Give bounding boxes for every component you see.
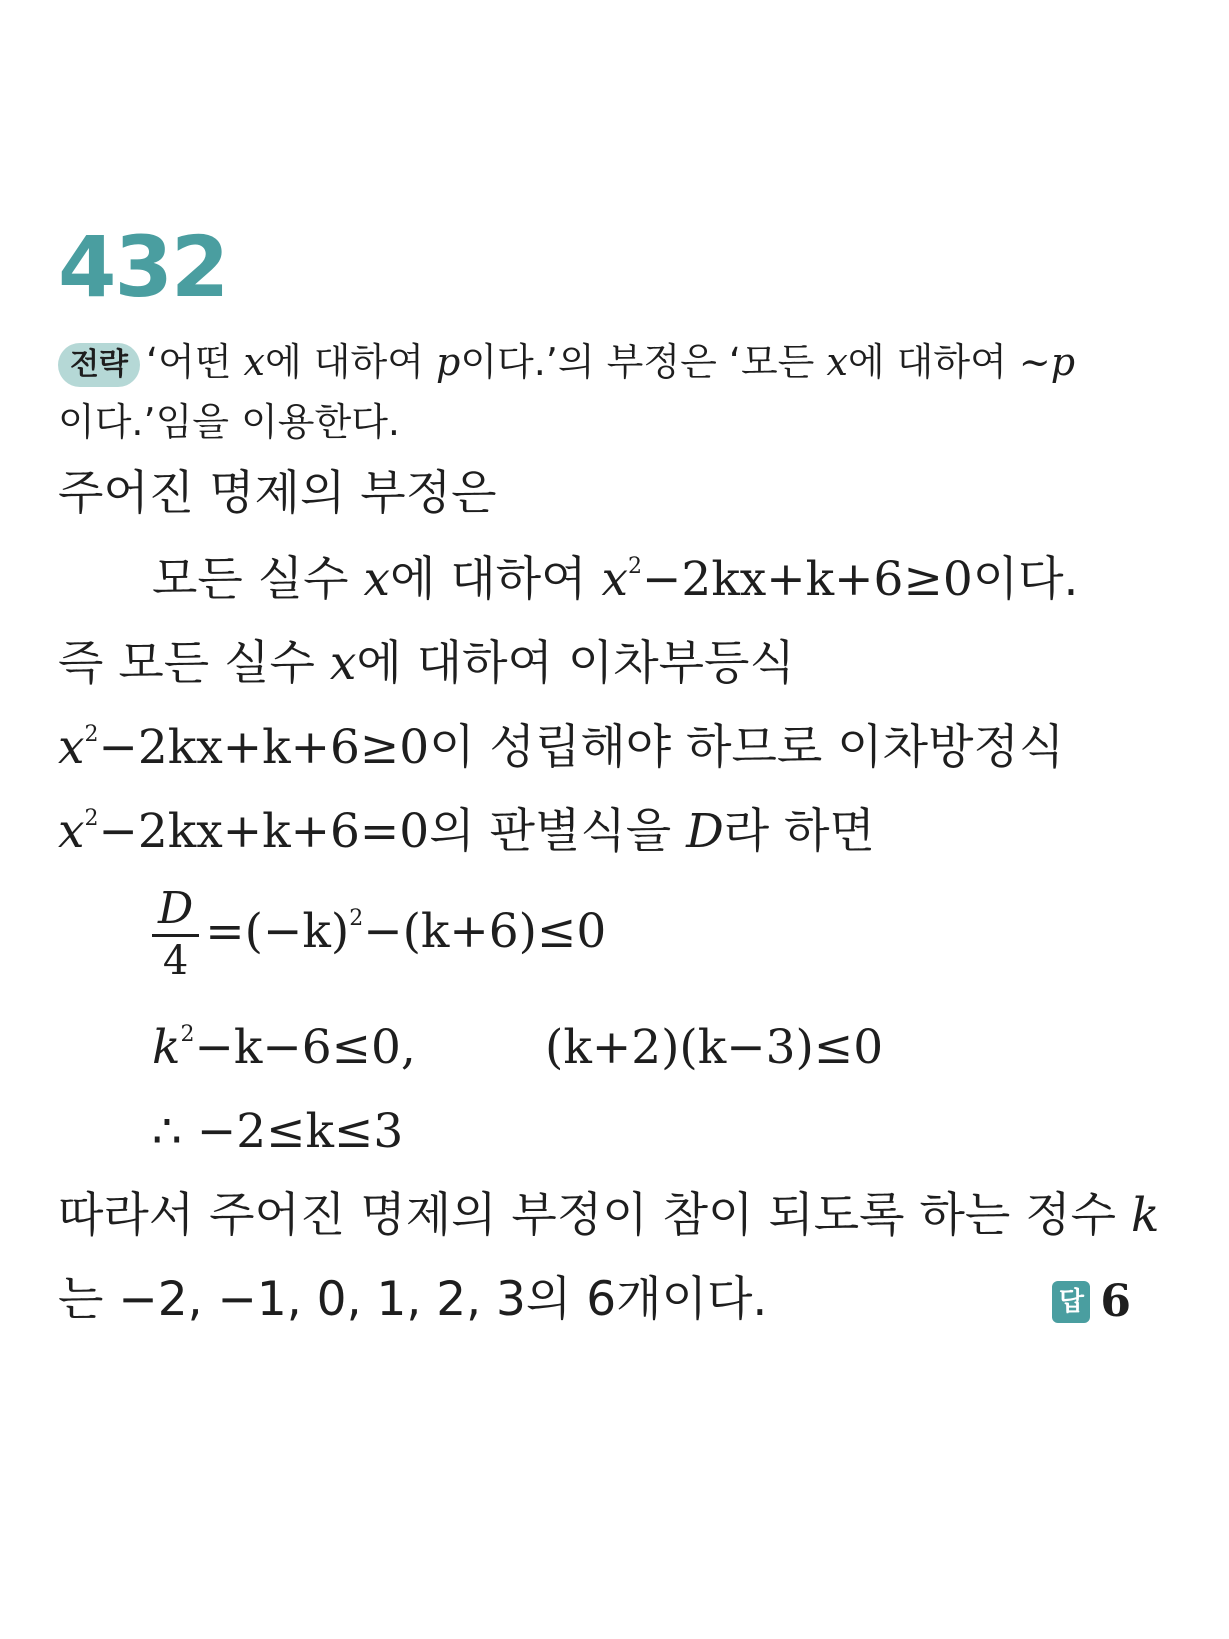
answer-label: 답 (1052, 1281, 1090, 1323)
exponent: 2 (84, 722, 99, 747)
problem-number: 432 (58, 218, 228, 316)
fraction-denominator: 4 (152, 934, 199, 985)
math-expr: −(k+6)≤0 (363, 904, 607, 959)
line-factored: (k+2)(k−3)≤0 (545, 1020, 884, 1075)
line-conclusion (58, 1186, 1159, 1246)
strategy-text: 에 대하여 (847, 340, 1019, 384)
math-var: x (601, 552, 629, 607)
answer-value: 6 (1100, 1276, 1131, 1327)
fraction-numerator: D (158, 883, 194, 934)
line-negation-intro: 주어진 명제의 부정은 (58, 466, 497, 521)
text: 따라서 주어진 명제의 부정이 참이 되도록 하는 정수 (58, 1188, 1131, 1243)
exponent: 2 (349, 906, 364, 931)
math-var: x (363, 552, 391, 607)
line-quadratic-inequality (58, 634, 795, 694)
math-var: x (58, 804, 85, 859)
line-discriminant-intro (58, 802, 875, 862)
exponent: 2 (628, 554, 643, 579)
math-expr: −2kx+k+6≥0 (98, 720, 430, 775)
math-expr: =(−k) (205, 904, 350, 959)
math-var: x (329, 636, 357, 691)
strategy-line-1 (58, 330, 1075, 394)
math-expr: −2kx+k+6=0 (98, 804, 430, 859)
answer (1052, 1276, 1131, 1327)
exponent: 2 (84, 806, 99, 831)
math-var: k (152, 1020, 181, 1075)
math-var: ~p (1018, 340, 1076, 384)
exponent: 2 (180, 1022, 195, 1047)
line-negated-statement (152, 550, 1078, 610)
text: 의 판별식을 (429, 804, 687, 859)
math-var: p (435, 340, 461, 384)
text: 에 대하여 이차부등식 (356, 636, 795, 691)
strategy-line-2: 이다.’임을 이용한다. (58, 400, 400, 444)
text: 모든 실수 (152, 552, 364, 607)
math-var: k (1130, 1188, 1160, 1243)
line-condition (58, 718, 1064, 778)
math-var: x (826, 340, 848, 384)
text: 라 하면 (723, 804, 875, 859)
strategy-text: ‘어떤 (145, 340, 244, 384)
math-var: x (243, 340, 265, 384)
line-discriminant (152, 884, 606, 985)
math-expr: −2kx+k+6≥0 (642, 552, 973, 607)
math-expr: −k−6≤0, (194, 1020, 416, 1075)
line-therefore: ∴ −2≤k≤3 (152, 1104, 404, 1159)
strategy-text: 에 대하여 (264, 340, 436, 384)
fraction (152, 884, 199, 985)
text: 이다. (972, 552, 1079, 607)
math-var: x (58, 720, 85, 775)
text: 에 대하여 (390, 552, 602, 607)
text: 이 성립해야 하므로 이차방정식 (429, 720, 1065, 775)
line-quadratic (152, 1018, 416, 1078)
strategy-text: 이다.’의 부정은 ‘모든 (460, 340, 827, 384)
math-var: D (686, 804, 724, 859)
line-result: 는 −2, −1, 0, 1, 2, 3의 6개이다. (58, 1272, 768, 1327)
strategy-badge: 전략 (58, 343, 140, 387)
text: 즉 모든 실수 (58, 636, 330, 691)
